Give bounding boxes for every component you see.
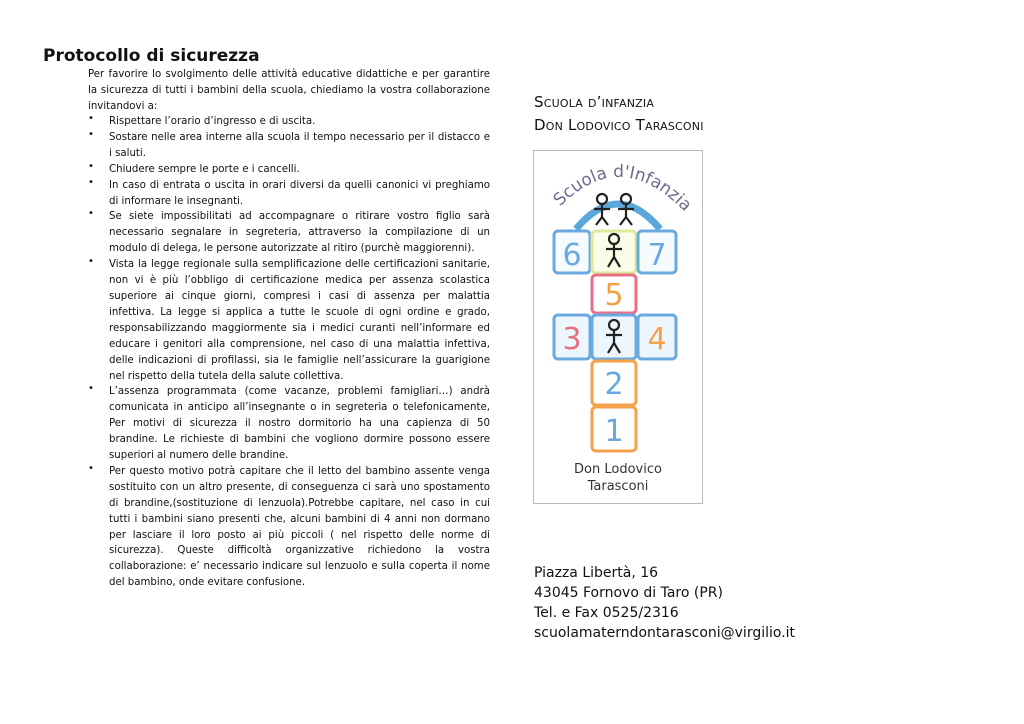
bullet-icon: •	[88, 208, 94, 220]
address-street: Piazza Libertà, 16	[534, 565, 659, 581]
list-item-text: Per questo motivo potrà capitare che il letto del bambino assente venga sostituito con un altro presente, di conseguenza ci sarà uno spostamento di brandine,(sostituzione di lenzuola).Potrebbe capitare, nel caso in cui tutti i bambini siano presenti che, alcuni bambini di 4 anni non dormano per lasciare il loro posto ai più piccoli ( nel rispetto delle norme di sicurezza). Queste difficoltà organizzative richiedono la vostra collaborazione: e’ necessario indicare sul lenzuolo e sulla coperta il nome del bambino, onde evitare confusione.	[109, 465, 490, 589]
hop-number: 3	[562, 322, 582, 357]
hop-number: 2	[604, 367, 624, 402]
contact-block	[534, 563, 795, 643]
hop-number: 1	[604, 414, 624, 449]
address-city: 43045 Fornovo di Taro (PR)	[534, 585, 723, 601]
list-item-text: Se siete impossibilitati ad accompagnare o ritirare vostro figlio sarà necessario segnalare in segreteria, attraverso la compilazione di un modulo di delega, le persone autorizzate al ritiro (purchè maggiorenni).	[109, 211, 490, 255]
school-logo	[533, 150, 703, 504]
rainbow-arch	[576, 204, 660, 229]
list-item-text: In caso di entrata o uscita in orari diversi da quelli canonici vi preghiamo di informare le insegnanti.	[109, 179, 490, 207]
list-item-text: Chiudere sempre le porte e i cancelli.	[109, 163, 300, 175]
phone-fax: Tel. e Fax 0525/2316	[534, 605, 679, 621]
school-name-heading: Don Lodovico Tarasconi	[534, 116, 704, 134]
hopscotch-logo-art	[534, 151, 702, 503]
school-type-heading: Scuola d’infanzia	[534, 93, 655, 111]
list-item-text: Vista la legge regionale sulla semplificazione delle certificazioni sanitarie, non vi è più l’obbligo di certificazione medica per assenza scolastica superiore ai cinque giorni, compresi i casi di assenza per malattia infettiva. La legge si applica a tutte le scuole di ogni ordine e grado, responsabilizzando maggiormente sia i medici curanti nell’informare ed educare i genitori alla comprensione, nel caso di una malattia infettiva, delle indicazioni di profilassi, sia le famiglie nell’assicurare la guarigione nel rispetto della tutela della salute collettiva.	[109, 259, 490, 382]
list-item	[88, 257, 490, 384]
logo-caption-line1: Don Lodovico	[574, 462, 662, 477]
logo-arc-text: Scuola d'Infanzia	[549, 161, 696, 216]
list-item	[88, 464, 490, 591]
hop-number: 7	[647, 238, 667, 273]
list-item-text: L’assenza programmata (come vacanze, problemi famigliari…) andrà comunicata in anticipo all’insegnante o in segreteria o telefonicamente, Per motivi di sicurezza il nostro dormitorio ha una capienza di 50 brandine. Le richieste di bambini che vogliono dormire possono essere superiori al numero delle brandine.	[109, 386, 490, 462]
list-item	[88, 162, 490, 178]
page-title: Protocollo di sicurezza	[43, 46, 260, 66]
bullet-icon: •	[88, 383, 94, 395]
list-item	[88, 114, 490, 130]
list-item	[88, 178, 490, 210]
rules-list	[88, 114, 490, 591]
bullet-icon: •	[88, 160, 94, 172]
hop-number: 5	[604, 278, 624, 313]
bullet-icon: •	[88, 256, 94, 268]
intro-paragraph: Per favorire lo svolgimento delle attività educative didattiche e per garantire la sicurezza di tutti i bambini della scuola, chiediamo la vostra collaborazione invitandovi a:	[88, 69, 490, 112]
children-figures-icon	[594, 194, 634, 225]
list-item	[88, 130, 490, 162]
logo-caption-line2: Tarasconi	[587, 479, 649, 494]
email-address: scuolamaterndontarasconi@virgilio.it	[534, 625, 796, 641]
list-item-text: Sostare nelle area interne alla scuola il tempo necessario per il distacco e i saluti.	[109, 131, 490, 159]
bullet-icon: •	[88, 176, 94, 188]
list-item-text: Rispettare l’orario d’ingresso e di uscita.	[109, 116, 316, 127]
list-item	[88, 209, 490, 257]
list-item	[88, 384, 490, 464]
bullet-icon: •	[88, 113, 94, 124]
hop-number: 4	[647, 322, 667, 357]
bullet-icon: •	[88, 128, 94, 140]
hop-number: 6	[562, 238, 582, 273]
bullet-icon: •	[88, 462, 94, 474]
